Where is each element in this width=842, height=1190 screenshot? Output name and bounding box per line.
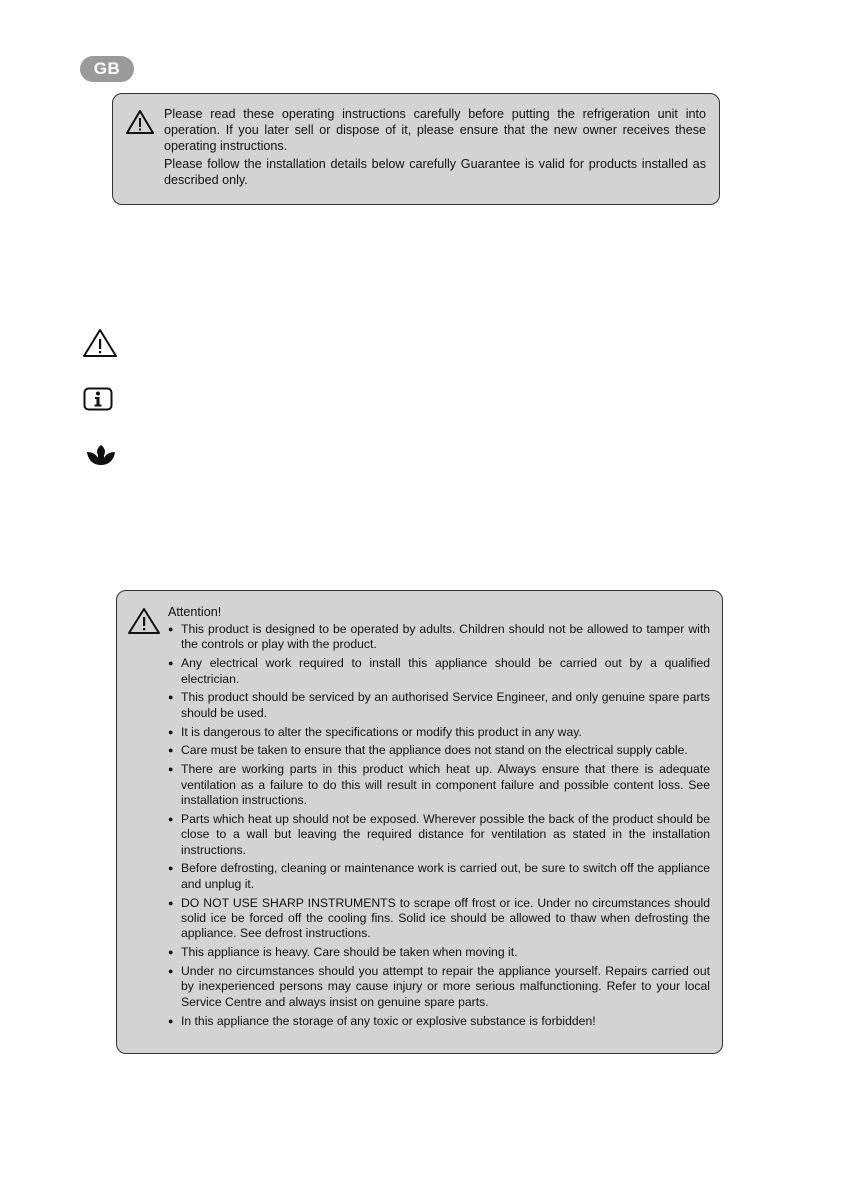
info-icon (83, 387, 113, 411)
intro-paragraph: Please follow the installation details below carefully Guarantee is valid for products installed as described only. (164, 157, 706, 187)
list-item: ● DO NOT USE SHARP INSTRUMENTS to scrape off frost or ice. Under no circumstances should solid ice be forced off the cooling fins. Solid ice should be allowed to thaw when defrosting the appliance. See defrost instructions. (168, 896, 710, 942)
warning-triangle-icon (127, 607, 161, 635)
warning-triangle-icon (125, 109, 155, 135)
list-item: ● It is dangerous to alter the specifications or modify this product in any way. (168, 725, 710, 740)
attention-title: Attention! (168, 605, 222, 619)
language-badge: GB (80, 56, 134, 82)
intro-notice-panel (112, 93, 720, 205)
list-item: ● Care must be taken to ensure that the appliance does not stand on the electrical supply cable. (168, 743, 710, 758)
list-item: ● This product should be serviced by an authorised Service Engineer, and only genuine spare parts should be used. (168, 690, 710, 721)
attention-panel (116, 590, 723, 1054)
list-item: ● This product is designed to be operated by adults. Children should not be allowed to tamper with the controls or play with the product. (168, 622, 710, 653)
list-item: ● Under no circumstances should you attempt to repair the appliance yourself. Repairs carried out by inexperienced persons may cause injury or more serious malfunctioning. Refer to your local Service Centre and always insist on genuine spare parts. (168, 964, 710, 1010)
list-item: ● Parts which heat up should not be exposed. Wherever possible the back of the product should be close to a wall but leaving the required distance for ventilation as stated in the installation instructions. (168, 812, 710, 858)
list-item: ● In this appliance the storage of any toxic or explosive substance is forbidden! (168, 1014, 710, 1029)
warning-triangle-icon (82, 328, 118, 358)
environment-plant-icon (85, 443, 117, 467)
list-item: ● This appliance is heavy. Care should be taken when moving it. (168, 945, 710, 960)
intro-text (164, 106, 706, 190)
attention-list (168, 622, 710, 1032)
list-item: ● There are working parts in this product which heat up. Always ensure that there is adequate ventilation as a failure to do this will result in component failure and possible content loss. See installation instructions. (168, 762, 710, 808)
list-item: ● Before defrosting, cleaning or maintenance work is carried out, be sure to switch off the appliance and unplug it. (168, 861, 710, 892)
list-item: ● Any electrical work required to install this appliance should be carried out by a qualified electrician. (168, 656, 710, 687)
intro-paragraph: Please read these operating instructions carefully before putting the refrigeration unit into operation. If you later sell or dispose of it, please ensure that the new owner receives these operating instructions. (164, 107, 706, 153)
